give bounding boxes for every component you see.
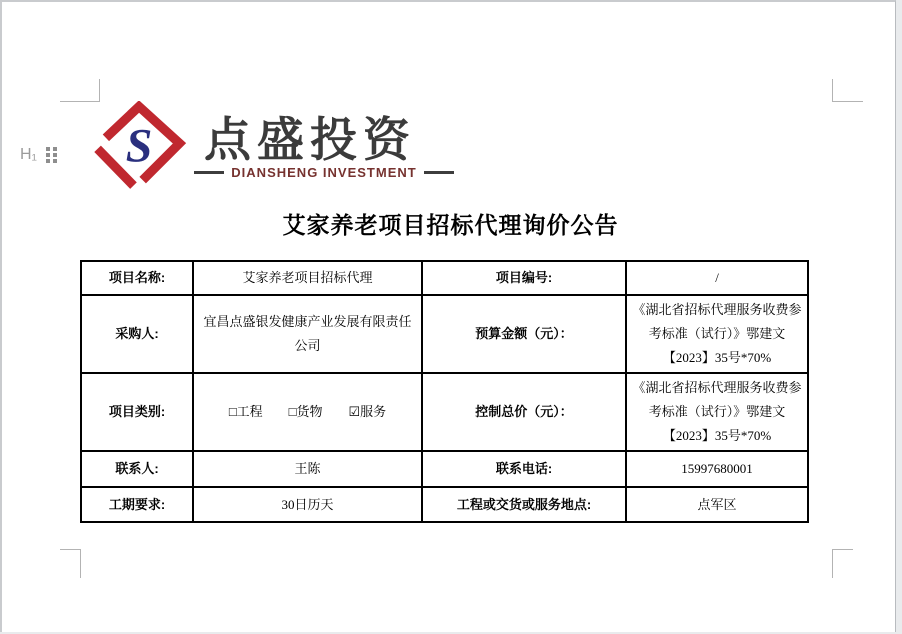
checkbox-engineering[interactable]: □工程 [228,404,263,419]
table-row [81,261,808,295]
label-project-number: 项目编号: [422,261,626,295]
svg-text:S: S [125,119,153,173]
label-project-category: 项目类别: [81,373,193,451]
label-purchaser: 采购人: [81,295,193,373]
label-delivery-location: 工程或交货或服务地点: [422,487,626,522]
logo-name-chinese: 点盛投资 [204,113,416,166]
diansheng-diamond-icon [90,101,188,193]
table-row [81,451,808,487]
label-project-name: 项目名称: [81,261,193,295]
text-boundary-mark-bottom-right [832,549,853,578]
value-project-number: / [626,261,808,295]
company-logo [86,97,446,192]
notice-table [80,260,809,523]
value-contact-person: 王陈 [193,451,422,487]
table-row [81,373,808,451]
text-boundary-mark-top-right [832,79,863,102]
label-duration-requirement: 工期要求: [81,487,193,522]
value-project-category [193,373,422,451]
checkbox-goods[interactable]: □货物 [288,404,323,419]
table-row [81,295,808,373]
value-project-name: 艾家养老项目招标代理 [193,261,422,295]
label-contact-phone: 联系电话: [422,451,626,487]
value-contact-phone: 15997680001 [626,451,808,487]
logo-dash-right [424,171,454,174]
block-margin-tools [20,146,57,164]
checkbox-services-checked[interactable]: ☑服务 [348,404,387,419]
drag-handle-icon[interactable] [46,147,57,163]
value-duration-requirement: 30日历天 [193,487,422,522]
table-row [81,487,808,522]
label-budget-amount: 预算金额（元）： [422,295,626,373]
logo-name-english-row [200,165,448,180]
logo-dash-left [194,171,224,174]
page-right-gutter [897,0,902,634]
value-control-total-price: 《湖北省招标代理服务收费参考标准（试行）》鄂建文【2023】35号*70% [626,373,808,451]
value-budget-amount: 《湖北省招标代理服务收费参考标准（试行）》鄂建文【2023】35号*70% [626,295,808,373]
logo-name-english: DIANSHENG INVESTMENT [231,165,417,180]
label-control-total-price: 控制总价（元）： [422,373,626,451]
text-boundary-mark-bottom-left [60,549,81,578]
document-title: 艾家养老项目招标代理询价公告 [282,213,619,238]
value-purchaser: 宜昌点盛银发健康产业发展有限责任公司 [193,295,422,373]
label-contact-person: 联系人: [81,451,193,487]
value-delivery-location: 点军区 [626,487,808,522]
heading-level-indicator[interactable]: H₁ [20,146,37,163]
